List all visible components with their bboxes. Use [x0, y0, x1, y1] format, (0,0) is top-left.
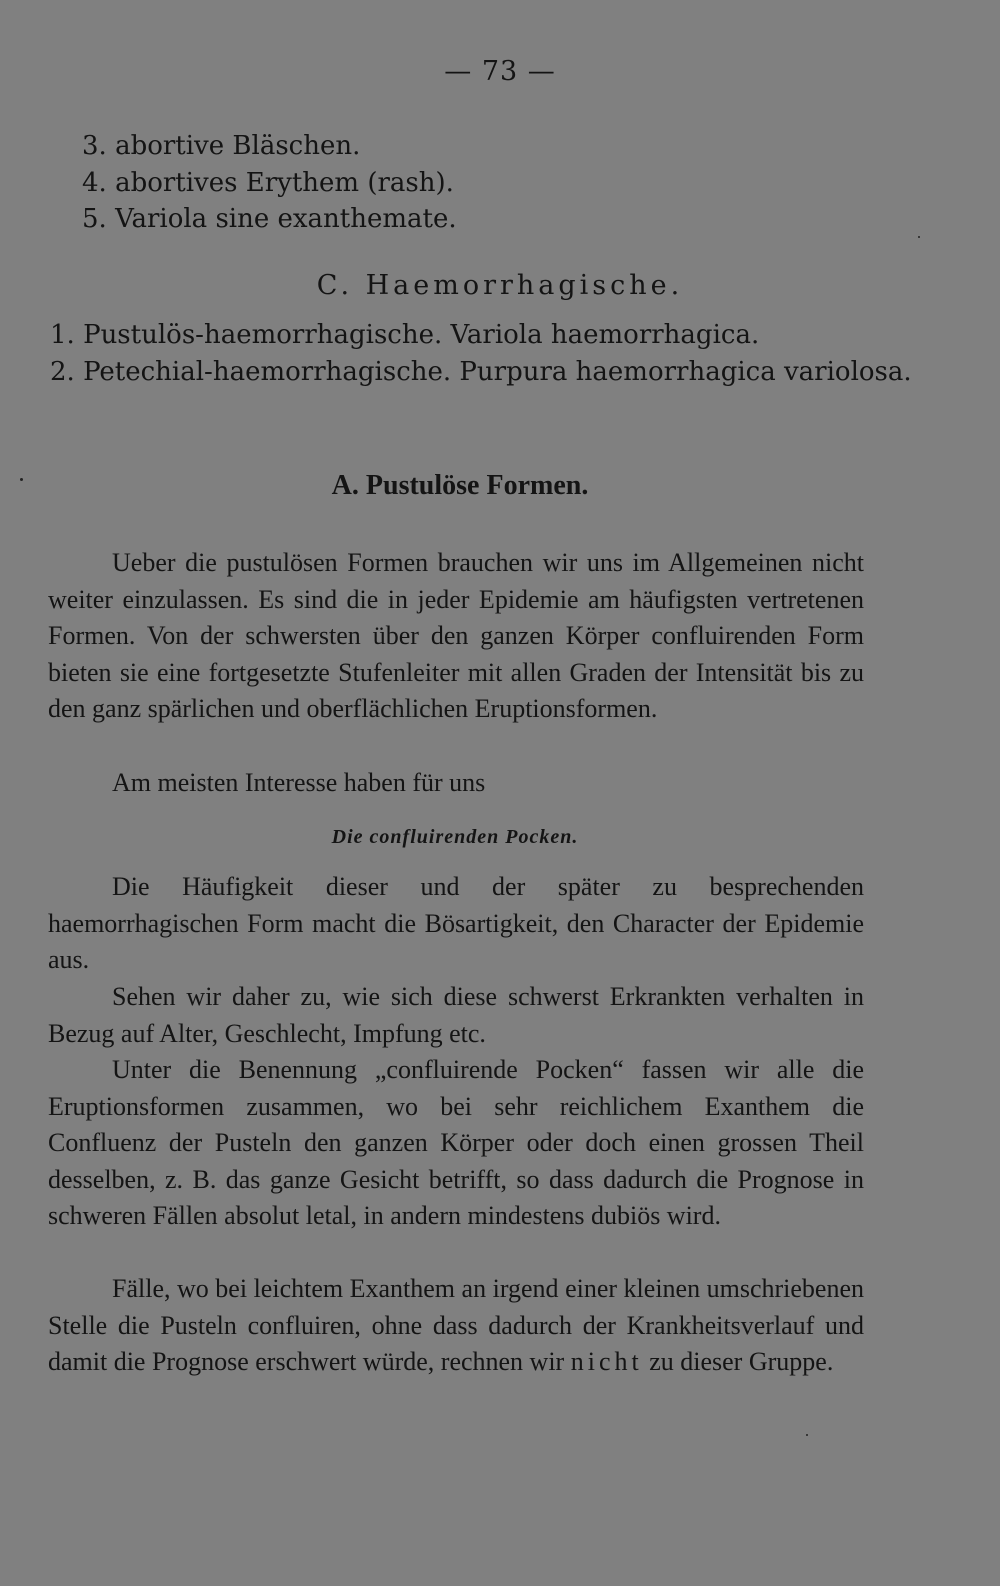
paragraph: Unter die Benennung „confluirende Pocken“ fassen wir alle die Eruptionsformen zusammen, wo bei sehr reichlichem Exanthem die Confluenz der Pusteln den ganzen Körper oder doch einen grossen Theil desselben, z. B. das ganze Gesicht betrifft, so dass dadurch die Prognose in schweren Fällen absolut letal, in andern mindestens dubiös wird.: [48, 1055, 864, 1231]
list-item: 5. Variola sine exanthemate.: [82, 204, 457, 234]
paragraph: Am meisten Interesse haben für uns: [112, 768, 486, 797]
paragraph: Ueber die pustulösen Formen brauchen wir uns im Allgemeinen nicht weiter einzulassen. Es sind die in jeder Epidemie am häufigsten vertretenen Formen. Von der schwersten über den ganzen Körper confluirenden Form bieten sie eine fortgesetzte Stufenleiter mit allen Graden der Intensität bis zu den ganz spärlichen und oberflächlichen Eruptionsformen.: [48, 548, 864, 724]
list-item: 4. abortives Erythem (rash).: [82, 168, 454, 198]
paragraph: Die Häufigkeit dieser und der später zu besprechenden haemorrhagischen Form macht die Bösartigkeit, den Character der Epidemie aus.: [48, 872, 864, 975]
scan-speck: [918, 236, 920, 238]
page-number: — 73 —: [444, 56, 556, 87]
section-c-heading: C. Haemorrhagische.: [316, 270, 684, 301]
scan-speck: [20, 478, 23, 481]
list-item: 2. Petechial-haemorrhagische. Purpura haemorrhagica variolosa.: [50, 357, 912, 387]
emphasized-word: nicht: [570, 1347, 643, 1377]
paragraph-text: Fälle, wo bei leichtem Exanthem an irgend einer kleinen umschriebenen Stelle die Pusteln confluiren, ohne dass dadurch der Krankheitsverlauf und damit die Prognose erschwert würde, rechnen wir: [48, 1274, 864, 1377]
list-item: 1. Pustulös-haemorrhagische. Variola haemorrhagica.: [50, 320, 760, 350]
section-a-heading: A. Pustulöse Formen.: [331, 470, 589, 501]
scan-speck: [806, 1434, 808, 1436]
paragraph: Sehen wir daher zu, wie sich diese schwerst Erkrankten verhalten in Bezug auf Alter, Geschlecht, Impfung etc.: [48, 982, 864, 1048]
paragraph-text: zu dieser Gruppe.: [649, 1347, 834, 1377]
list-item: 3. abortive Bläschen.: [82, 131, 361, 161]
subheading: Die confluirenden Pocken.: [331, 826, 579, 848]
paragraph: [48, 1271, 864, 1381]
